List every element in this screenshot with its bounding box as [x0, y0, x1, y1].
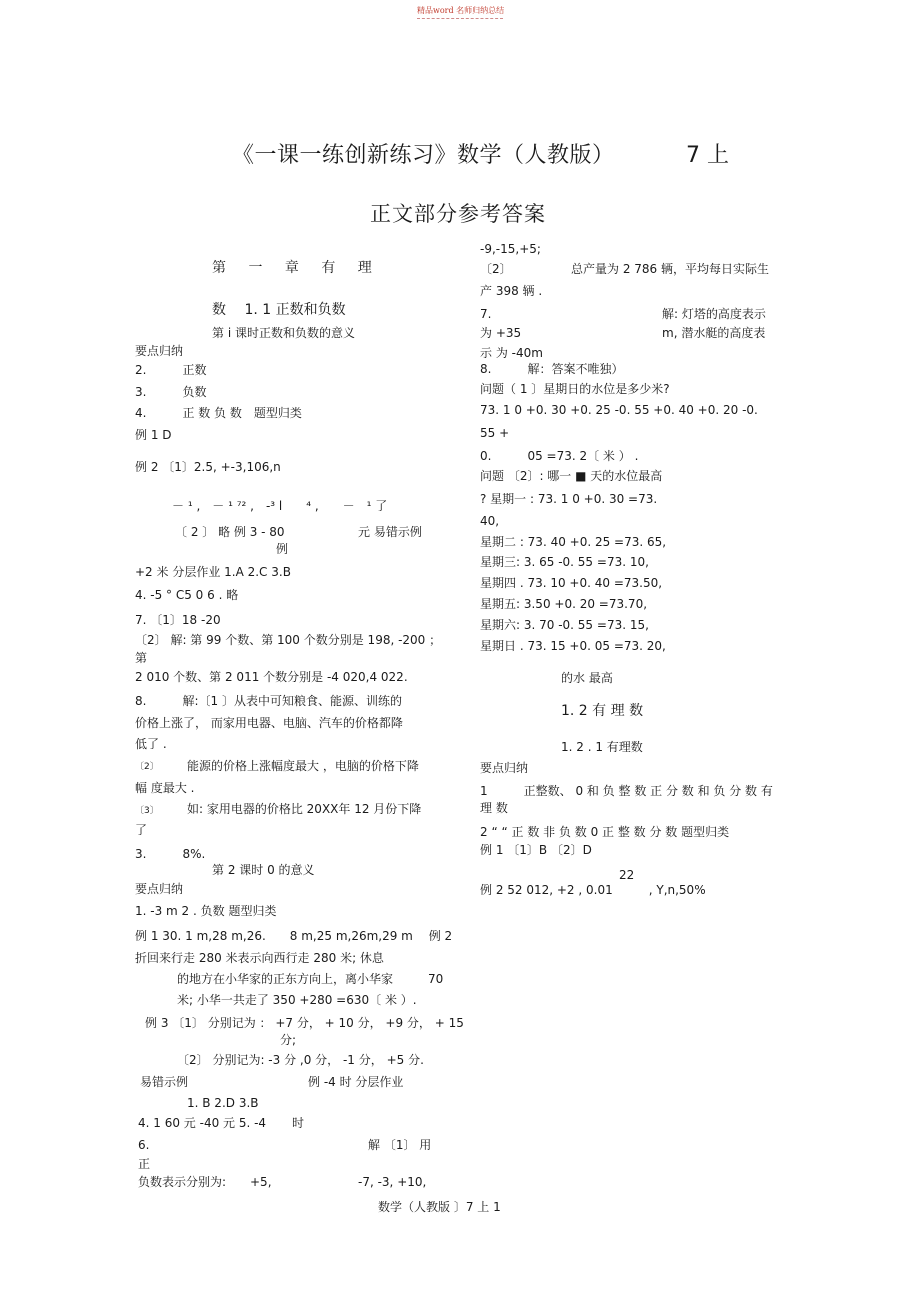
text-line: 如: 家用电器的价格比 20XX年 12 月份下降 [187, 802, 422, 816]
text-line: 的水 最高 [561, 671, 613, 685]
header-divider [417, 18, 503, 19]
text-line: 〔3〕 [135, 806, 159, 816]
text-line: 〔2〕 解: 第 99 个数、第 100 个数分别是 198, -200 ； [135, 633, 442, 647]
text-line: 米; 小华一共走了 350 +280 =630〔 米 ）. [177, 993, 417, 1007]
text-line: 理 数 [480, 801, 508, 815]
text-line: 例 1 30. 1 m,28 m,26. 8 m,25 m,26m,29 m 例 2 [135, 929, 453, 943]
page-footer: 数学（人教版 〕7 上 1 [378, 1200, 501, 1214]
text-line: m, 潜水艇的高度表 [662, 326, 766, 340]
text-line: 1. B 2.D 3.B [187, 1096, 259, 1110]
text-line: 星期二 : 73. 40 +0. 25 =73. 65, [480, 535, 667, 549]
text-line: 6. [138, 1138, 150, 1152]
text-line: － ¹ , － ¹ ⁷² , -³ l ⁴ , － ¹ 了 [172, 499, 388, 513]
text-line: 1. -3 m 2 . 负数 题型归类 [135, 904, 277, 918]
text-line: 8. 解：答案不唯独） [480, 362, 624, 376]
text-line: 70 [428, 972, 444, 986]
text-line: 价格上涨了， 而家用电器、电脑、汽车的价格都降 [135, 716, 403, 730]
doc-title: 《一课一练创新练习》数学（人教版） [232, 143, 615, 168]
text-line: 解 〔1〕 用 [368, 1138, 432, 1152]
text-line: +2 米 分层作业 1.A 2.C 3.B [135, 565, 291, 579]
text-line: 22 [619, 868, 635, 882]
text-line: 示 为 -40m [480, 346, 543, 360]
text-line: 要点归纳 [135, 882, 184, 896]
text-line: 0. 05 =73. 2〔 米 ） . [480, 449, 639, 463]
section-heading: 1. 2 有 理 数 [561, 703, 644, 719]
text-line: 问题（ 1 〕星期日的水位是多少米? [480, 382, 670, 396]
text-line: 4. 1 60 元 -40 元 5. -4 [138, 1116, 267, 1130]
text-line: 易错示例 [140, 1075, 189, 1089]
text-line: 〔 2 〕 略 例 3 - 80 [175, 525, 285, 539]
doc-subtitle: 正文部分参考答案 [370, 202, 546, 226]
text-line: 例 1 D [135, 428, 172, 442]
text-line: 分; [280, 1033, 297, 1047]
text-line: 星期三: 3. 65 -0. 55 =73. 10, [480, 555, 649, 569]
text-line: ? 星期一 : 73. 1 0 +0. 30 =73. [480, 492, 658, 506]
text-line: 1 正整数、 0 和 负 整 数 正 分 数 和 负 分 数 有 [480, 784, 773, 798]
text-line: 55 + [480, 426, 510, 440]
lesson-heading: 1. 2 . 1 有理数 [561, 740, 643, 754]
text-line: 要点归纳 [135, 344, 184, 358]
text-line: 2 010 个数、第 2 011 个数分别是 -4 020,4 022. [135, 670, 408, 684]
text-line: 7. [480, 307, 492, 321]
text-line: 4. -5 ° C5 0 6 . 略 [135, 588, 239, 602]
text-line: 了 [135, 823, 148, 837]
text-line: 要点归纳 [480, 761, 529, 775]
text-line: 第 [135, 651, 148, 665]
text-line: 元 易错示例 [358, 525, 422, 539]
text-line: 7. 〔1〕18 -20 [135, 613, 221, 627]
doc-grade: 7 上 [686, 143, 729, 168]
lesson-heading: 第 i 课时正数和负数的意义 [212, 326, 355, 340]
lesson-heading: 第 2 课时 0 的意义 [212, 863, 315, 877]
text-line: 产 398 辆 . [480, 284, 543, 298]
text-line: 例 [276, 542, 289, 556]
text-line: 3. 负数 [135, 385, 207, 399]
text-line: 能源的价格上涨幅度最大 ，电脑的价格下降 [187, 759, 419, 773]
text-line: 〔2〕 [480, 262, 512, 276]
text-line: 为 +35 [480, 326, 522, 340]
text-line: 总产量为 2 786 辆，平均每日实际生 [571, 262, 769, 276]
chapter-heading: 第 一 章 有 理 [212, 260, 381, 276]
text-line: 幅 度最大 . [135, 781, 195, 795]
text-line: -9,-15,+5; [480, 242, 541, 256]
text-line: 2. 正数 [135, 363, 207, 377]
text-line: 例 1 〔1〕B 〔2〕D [480, 843, 592, 857]
text-line: -7, -3, +10, [358, 1175, 427, 1189]
text-line: 〔2〕 [135, 762, 159, 772]
text-line: 问题 〔2〕: 哪一 ■ 天的水位最高 [480, 469, 663, 483]
section-heading: 数 1. 1 正数和负数 [212, 302, 346, 318]
text-line: 低了 . [135, 737, 167, 751]
text-line: 73. 1 0 +0. 30 +0. 25 -0. 55 +0. 40 +0. 20 -0. [480, 403, 758, 417]
text-line: 4. 正 数 负 数 题型归类 [135, 406, 302, 420]
text-line: 例 3 〔1〕 分别记为 ： +7 分， + 10 分， +9 分， + 15 [145, 1016, 464, 1030]
text-line: 8. 解:〔1 〕从表中可知粮食、能源、训练的 [135, 694, 402, 708]
text-line: 星期日 . 73. 15 +0. 05 =73. 20, [480, 639, 666, 653]
text-line: 负数表示分别为: [138, 1175, 227, 1189]
text-line: 3. 8%. [135, 847, 206, 861]
text-line: 星期六: 3. 70 -0. 55 =73. 15, [480, 618, 649, 632]
text-line: 2 “ “ 正 数 非 负 数 0 正 整 数 分 数 题型归类 [480, 825, 730, 839]
text-line: 40, [480, 514, 500, 528]
text-line: 例 -4 时 分层作业 [308, 1075, 404, 1089]
text-line: 星期五: 3.50 +0. 20 =73.70, [480, 597, 648, 611]
text-line: 〔2〕 分别记为: -3 分 ,0 分， -1 分， +5 分. [177, 1053, 424, 1067]
page-header-tag: 精品word 名师归纳总结 [417, 6, 505, 15]
text-line: +5, [250, 1175, 272, 1189]
text-line: 正 [138, 1157, 151, 1171]
text-line: 例 2 〔1〕2.5, +-3,106,n [135, 460, 281, 474]
text-line: 的地方在小华家的正东方向上，离小华家 [177, 972, 394, 986]
text-line: 折回来行走 280 米表示向西行走 280 米; 休息 [135, 951, 384, 965]
text-line: 例 2 52 012, +2 , 0.01 , Y,n,50% [480, 883, 706, 897]
text-line: 解: 灯塔的高度表示 [662, 307, 766, 321]
text-line: 星期四 . 73. 10 +0. 40 =73.50, [480, 576, 663, 590]
text-line: 时 [292, 1116, 305, 1130]
